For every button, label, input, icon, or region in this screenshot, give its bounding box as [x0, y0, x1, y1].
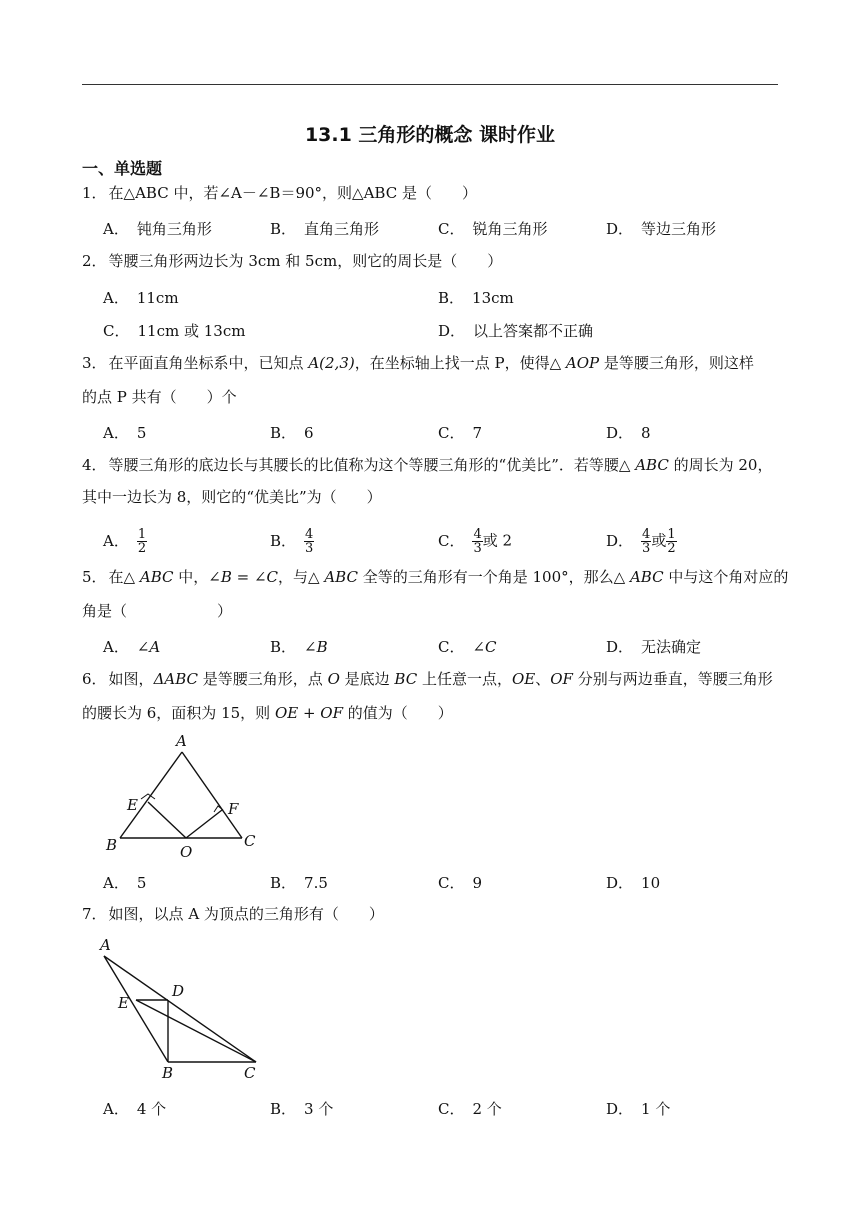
question-7	[82, 897, 782, 931]
option-d[interactable]: D． 10	[606, 874, 661, 892]
question-1	[82, 176, 782, 210]
option-d[interactable]: D． 以上答案都不正确	[438, 322, 594, 340]
option-d[interactable]: D． 1 个	[606, 1100, 671, 1118]
question-number: 7．	[82, 905, 107, 923]
option-a[interactable]: A． 11cm	[103, 289, 179, 307]
section-heading: 一、单选题	[82, 159, 163, 178]
option-c[interactable]: C． 9	[438, 874, 483, 892]
label-f: F	[228, 800, 239, 818]
label-c: C	[244, 832, 256, 850]
page-title: 13.1 三角形的概念 课时作业	[304, 124, 556, 146]
option-a[interactable]: A． 5	[103, 424, 147, 442]
label-b: B	[162, 1064, 174, 1082]
option-c[interactable]: C． $\frac{4}{3}$ 或 2	[438, 527, 513, 556]
option-b[interactable]: B． $\frac{4}{3}$	[270, 527, 314, 556]
question-3-line-2: 的点 P 共有（ ）个	[82, 388, 237, 406]
fraction: $\frac{1}{2}$	[667, 527, 676, 556]
question-text: 等腰三角形两边长为 3cm 和 5cm，则它的周长是（ ）	[108, 252, 503, 270]
label-e: E	[118, 994, 129, 1012]
question-6-line-2: 的腰长为 6，面积为 15，则 OE + OF 的值为（ ）	[82, 704, 453, 722]
option-c[interactable]: C． 锐角三角形	[438, 220, 548, 238]
question-3: 3． 在平面直角坐标系中，已知点 A(2,3)，在坐标轴上找一点 P，使得△ AOP 是等腰三角形，则这样	[82, 354, 754, 372]
option-d[interactable]: D． 等边三角形	[606, 220, 717, 238]
label-e: E	[127, 796, 138, 814]
label-a: A	[100, 936, 111, 954]
triangle-figure-q7	[96, 932, 266, 1084]
fraction: $\frac{4}{3}$	[305, 527, 314, 556]
option-a[interactable]: A． ∠A	[103, 638, 161, 656]
option-a[interactable]: A． 4 个	[103, 1100, 167, 1118]
option-c[interactable]: C． 2 个	[438, 1100, 502, 1118]
fraction: $\frac{1}{2}$	[137, 527, 147, 556]
option-a[interactable]: A． $\frac{1}{2}$	[103, 527, 147, 556]
option-b[interactable]: B． ∠B	[270, 638, 328, 656]
option-a[interactable]: A． 5	[103, 874, 147, 892]
option-b[interactable]: B． 3 个	[270, 1100, 334, 1118]
header-rule	[82, 84, 778, 85]
option-b[interactable]: B． 7.5	[270, 874, 328, 892]
question-number: 2．	[82, 252, 107, 270]
question-5: 5． 在△ ABC 中，∠B = ∠C，与△ ABC 全等的三角形有一个角是 100°，那么△ ABC 中与这个角对应的	[82, 568, 789, 586]
fraction: $\frac{4}{3}$	[642, 527, 651, 556]
label-o: O	[180, 843, 193, 860]
option-d[interactable]: D． 无法确定	[606, 638, 702, 656]
question-4: 4． 等腰三角形的底边长与其腰长的比值称为这个等腰三角形的“优美比”．若等腰△ ABC 的周长为 20，	[82, 456, 773, 474]
option-b[interactable]: B． 直角三角形	[270, 220, 380, 238]
fraction: $\frac{4}{3}$	[473, 527, 482, 556]
option-a[interactable]: A． 钝角三角形	[103, 220, 212, 238]
triangle-figure-q6	[100, 728, 270, 860]
option-d[interactable]: D． $\frac{4}{3}$ 或 $\frac{1}{2}$	[606, 527, 676, 556]
question-6: 6． 如图，ΔABC 是等腰三角形，点 O 是底边 BC 上任意一点，OE、OF 分别与两边垂直，等腰三角形	[82, 670, 773, 688]
option-b[interactable]: B． 13cm	[438, 289, 514, 307]
side-ac	[182, 752, 242, 838]
question-2	[82, 244, 782, 278]
label-d: D	[172, 982, 185, 1000]
label-b: B	[106, 836, 118, 854]
option-c[interactable]: C． ∠C	[438, 638, 497, 656]
question-text: 如图，以点 A 为顶点的三角形有（ ）	[108, 905, 384, 923]
option-c[interactable]: C． 7	[438, 424, 483, 442]
label-a: A	[176, 732, 187, 750]
segment-ec	[136, 1000, 256, 1062]
question-5-line-2: 角是（ ）	[82, 602, 233, 620]
option-b[interactable]: B． 6	[270, 424, 314, 442]
option-c[interactable]: C． 11cm 或 13cm	[103, 322, 246, 340]
segment-of	[186, 810, 222, 838]
segment-ab	[104, 956, 168, 1062]
question-4-line-2: 其中一边长为 8，则它的“优美比”为（ ）	[82, 488, 382, 506]
question-text: 在△ABC 中，若∠A－∠B＝90°，则△ABC 是（ ）	[108, 184, 477, 202]
label-c: C	[244, 1064, 256, 1082]
segment-oe	[148, 802, 186, 838]
option-d[interactable]: D． 8	[606, 424, 651, 442]
question-number: 1．	[82, 184, 107, 202]
